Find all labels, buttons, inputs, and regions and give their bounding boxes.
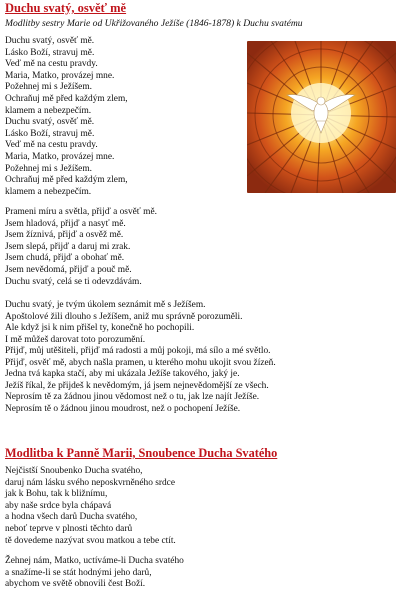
page-title: Duchu svatý, osvěť mě — [5, 1, 127, 15]
prayer-line: Požehnej mi s Ježíšem. — [5, 163, 92, 174]
prayer-line: Duchu svatý, osvěť mě. — [5, 36, 95, 46]
prayer-line: Prameni míru a světla, přijď a osvěť mě. — [5, 207, 157, 217]
prayer-line: Duchu svatý, osvěť mě. — [5, 117, 95, 128]
prayer-line: Ochraňuj mě před každým zlem, — [5, 93, 128, 104]
prayer-line: daruj nám lásku svého neposkvrněného srdce — [5, 477, 176, 488]
prayer-block-4 — [5, 466, 176, 547]
prayer-line: tě dovedeme nazývat svou matkou a tebe ctít. — [5, 535, 176, 546]
prayer-line: Ochraňuj mě před každým zlem, — [5, 175, 128, 186]
prayer-block-3 — [5, 300, 276, 415]
prayer-line: Veď mě na cestu pravdy. — [5, 140, 98, 151]
prayer-line: Lásko Boží, stravuj mě. — [5, 47, 95, 58]
prayer-line: Neprosím tě o žádnou jinou moudrost, než o pochopení Ježíše. — [5, 403, 241, 414]
dove-stained-glass-icon — [247, 41, 396, 193]
prayer-block-5 — [5, 556, 184, 591]
section-title: Modlitba k Panně Marii, Snoubence Ducha Svatého — [5, 446, 278, 460]
prayer-line: klamem a nebezpečím. — [5, 186, 92, 197]
prayer-line: Duchu svatý, je tvým úkolem seznámit mě s Ježíšem. — [5, 300, 206, 310]
prayer-line: Ale když jsi k nim přišel ty, konečně ho pochopili. — [5, 323, 195, 333]
page-subtitle: Modlitby sestry Marie od Ukřižovaného Ježíše (1846-1878) k Duchu svatému — [5, 18, 303, 29]
holy-spirit-dove-image — [247, 41, 396, 193]
prayer-line: Jsem slepá, přijď a daruj mi zrak. — [5, 241, 131, 252]
prayer-line: Jsem chudá, přijď a obohať mě. — [5, 253, 125, 264]
prayer-line: Duchu svatý, celá se ti odevzdávám. — [5, 276, 142, 287]
prayer-line: Jsem nevědomá, přijď a pouč mě. — [5, 264, 132, 275]
prayer-line: a hodna všech darů Ducha svatého, — [5, 512, 138, 523]
prayer-line: I mě můžeš darovat toto porozumění. — [5, 334, 146, 345]
prayer-line: Neprosím tě za žádnou jinou vědomost než o tu, jak lze najít Ježíše. — [5, 392, 260, 402]
prayer-line: abychom ve světě obnovili čest Boží. — [5, 579, 146, 590]
prayer-line: Nejčistší Snoubenko Ducha svatého, — [5, 466, 143, 476]
prayer-line: Maria, Matko, provázej mne. — [5, 70, 115, 81]
prayer-line: a snažíme-li se stát hodnými jeho darů, — [5, 567, 152, 578]
prayer-line: Žehnej nám, Matko, uctíváme-li Ducha svatého — [5, 556, 184, 566]
prayer-line: Jsem žíznivá, přijď a osvěž mě. — [5, 230, 124, 241]
prayer-line: Požehnej mi s Ježíšem. — [5, 82, 92, 93]
prayer-line: Veď mě na cestu pravdy. — [5, 59, 98, 70]
prayer-block-1 — [5, 36, 128, 198]
prayer-line: Jsem hladová, přijď a nasyť mě. — [5, 218, 126, 229]
prayer-line: neboť teprve v plnosti těchto darů — [5, 523, 133, 534]
prayer-line: Přijď, osvěť mě, abych našla pramen, u kterého mohu ukojit svou žízeň. — [5, 357, 276, 368]
prayer-line: aby naše srdce byla chápavá — [5, 500, 112, 511]
prayer-line: Přijď, můj utěšiteli, přijď má radosti a můj pokoji, má sílo a mé světlo. — [5, 346, 271, 356]
prayer-line: Jedna tvá kapka stačí, aby mi ukázala Ježíše takového, jaký je. — [5, 369, 240, 379]
prayer-line: klamem a nebezpečím. — [5, 105, 92, 116]
prayer-line: Ježíš říkal, že přijdeš k nevědomým, já jsem nejnevědomější ze všech. — [5, 380, 269, 391]
prayer-line: Lásko Boží, stravuj mě. — [5, 128, 95, 139]
prayer-line: jak k Bohu, tak k bližnímu, — [5, 489, 108, 500]
prayer-line: Apoštolové žili dlouho s Ježíšem, aniž mu správně porozuměli. — [5, 311, 243, 322]
prayer-line: Maria, Matko, provázej mne. — [5, 151, 115, 162]
prayer-block-2 — [5, 207, 157, 288]
